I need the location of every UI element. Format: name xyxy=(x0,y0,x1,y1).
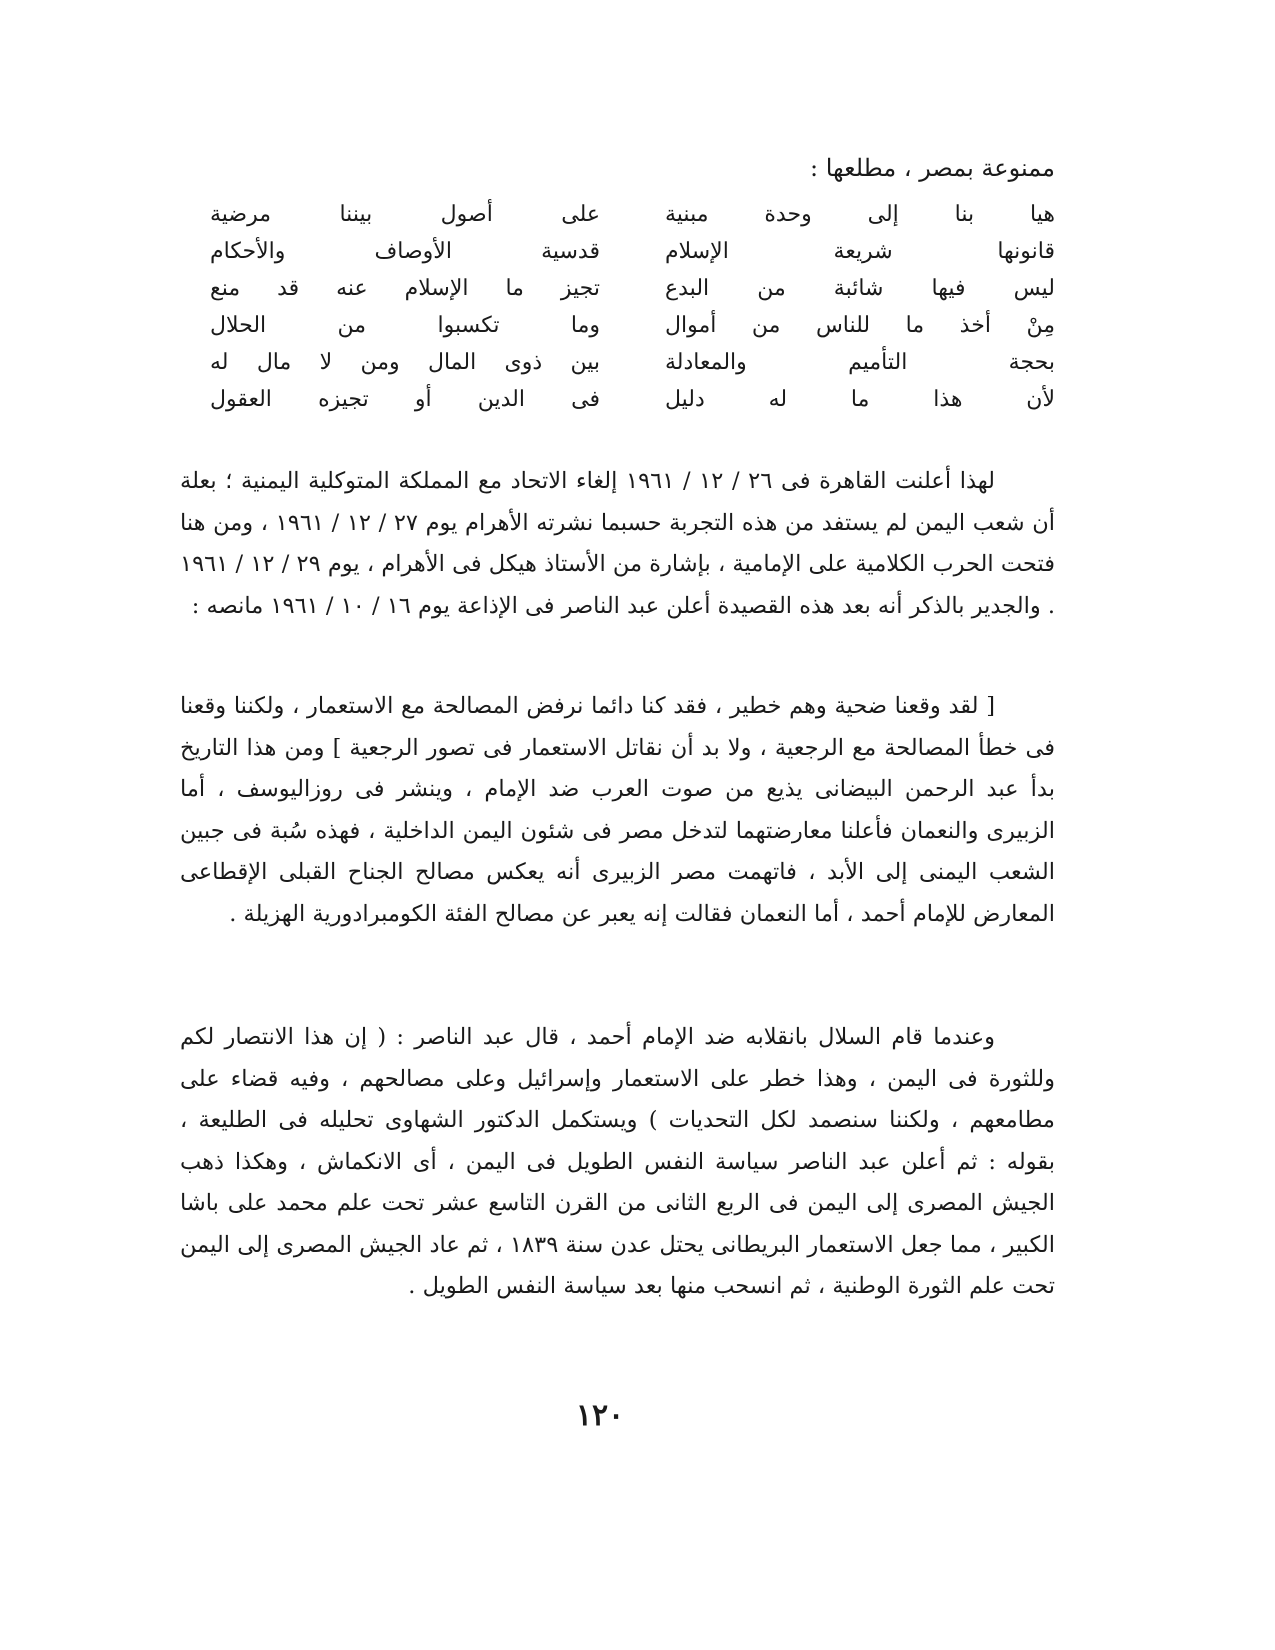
poem-intro: ممنوعة بمصر ، مطلعها : xyxy=(810,154,1055,182)
poem-hemistich-left: تجيز ما الإسلام عنه قد منع xyxy=(210,276,600,301)
poem-hemistich-left: بين ذوى المال ومن لا مال له xyxy=(210,350,600,375)
poem-line xyxy=(210,307,1055,344)
poem-hemistich-left: قدسية الأوصاف والأحكام xyxy=(210,239,600,264)
poem-hemistich-right: هيا بنا إلى وحدة مبنية xyxy=(665,202,1055,227)
poem-hemistich-left: وما تكسبوا من الحلال xyxy=(210,313,600,338)
paragraph-sallal-coup: وعندما قام السلال بانقلابه ضد الإمام أحمد ، قال عبد الناصر : ( إن هذا الانتصار لكم وللثورة فى اليمن ، وهذا خطر على الاستعمار وإسرائيل وعلى مصالحهم ، وفيه قضاء على مطامعهم ، ولكننا سنصمد لكل التحديات ) ويستكمل الدكتور الشهاوى تحليله فى الطليعة ، بقوله : ثم أعلن عبد الناصر سياسة النفس الطويل فى اليمن ، أى الانكماش ، وهكذا ذهب الجيش المصرى إلى اليمن فى الربع الثانى من القرن التاسع عشر تحت علم محمد على باشا الكبير ، مما جعل الاستعمار البريطانى يحتل عدن سنة ١٨٣٩ ، ثم عاد الجيش المصرى إلى اليمن تحت علم الثورة الوطنية ، ثم انسحب منها بعد سياسة النفس الطويل . xyxy=(180,1024,1055,1299)
poem-hemistich-left: على أصول بيننا مرضية xyxy=(210,202,600,227)
poem xyxy=(210,196,1055,418)
paragraph-cairo-announcement: لهذا أعلنت القاهرة فى ٢٦ / ١٢ / ١٩٦١ إلغاء الاتحاد مع المملكة المتوكلية اليمنية ؛ بعلة أن شعب اليمن لم يستفد من هذه التجربة حسبما نشرته الأهرام يوم ٢٧ / ١٢ / ١٩٦١ ، ومن هنا فتحت الحرب الكلامية على الإمامية ، بإشارة من الأستاذ هيكل فى الأهرام ، يوم ٢٩ / ١٢ / ١٩٦١ . والجدير بالذكر أنه بعد هذه القصيدة أعلن عبد الناصر فى الإذاعة يوم ١٦ / ١٠ / ١٩٦١ مانصه : xyxy=(180,468,1055,619)
poem-line xyxy=(210,270,1055,307)
poem-hemistich-right: قانونها شريعة الإسلام xyxy=(665,239,1055,264)
poem-hemistich-right: لأن هذا ما له دليل xyxy=(665,387,1055,412)
poem-line xyxy=(210,381,1055,418)
poem-hemistich-right: ليس فيها شائبة من البدع xyxy=(665,276,1055,301)
paragraph-nasser-quote: [ لقد وقعنا ضحية وهم خطير ، فقد كنا دائما نرفض المصالحة مع الاستعمار ، ولكننا وقعنا فى خطأ المصالحة مع الرجعية ، ولا بد أن نقاتل الاستعمار فى تصور الرجعية ] ومن هذا التاريخ بدأ عبد الرحمن البيضانى يذيع من صوت العرب ضد الإمام ، وينشر فى روزاليوسف ، أما الزبيرى والنعمان فأعلنا معارضتهما لتدخل مصر فى شئون اليمن الداخلية ، فهذه سُبة فى جبين الشعب اليمنى إلى الأبد ، فاتهمت مصر الزبيرى أنه يعكس مصالح الجناح القبلى الإقطاعى المعارض للإمام أحمد ، أما النعمان فقالت إنه يعبر عن مصالح الفئة الكومبرادورية الهزيلة . xyxy=(180,693,1055,927)
page-number: ١٢٠ xyxy=(575,1398,625,1433)
poem-hemistich-right: مِنْ أخذ ما للناس من أموال xyxy=(665,313,1055,338)
poem-line xyxy=(210,196,1055,233)
poem-line xyxy=(210,344,1055,381)
poem-hemistich-right: بحجة التأميم والمعادلة xyxy=(665,350,1055,375)
poem-line xyxy=(210,233,1055,270)
poem-hemistich-left: فى الدين أو تجيزه العقول xyxy=(210,387,600,412)
